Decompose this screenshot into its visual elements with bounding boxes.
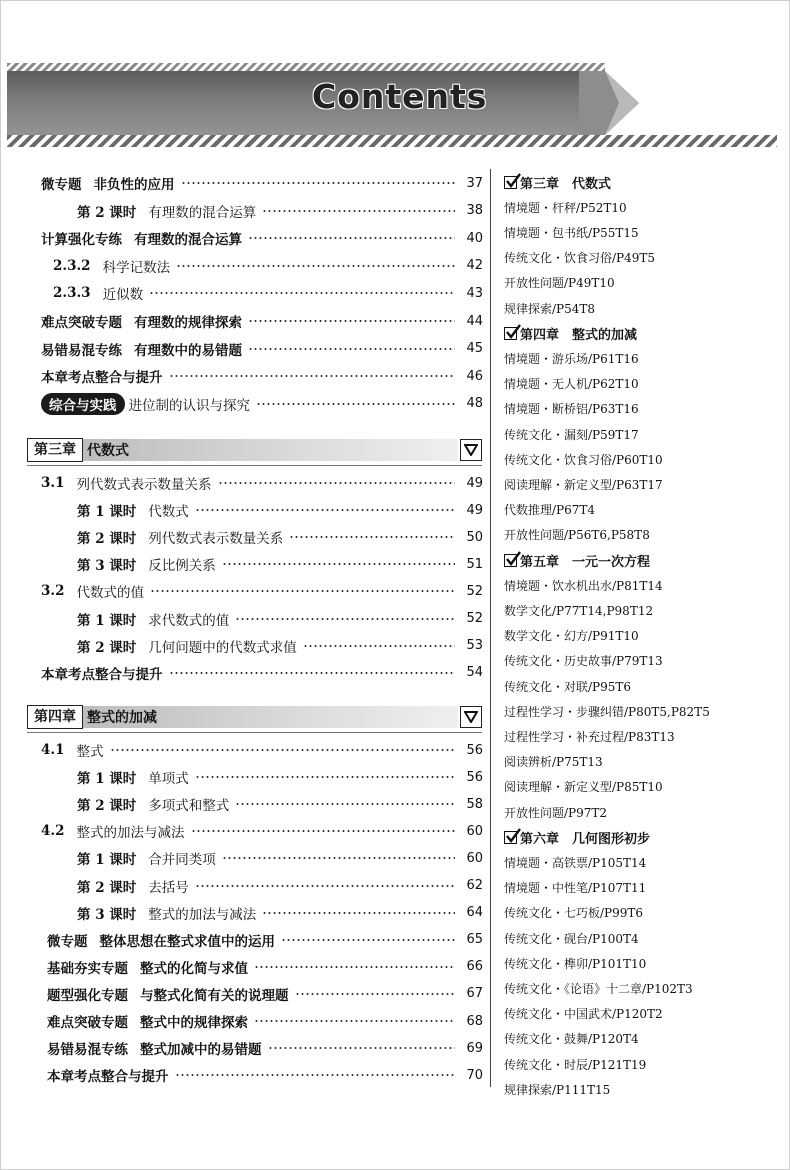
highlight-item[interactable]	[504, 347, 774, 369]
toc-entry-title: 单项式	[148, 771, 189, 788]
toc-entry-title: 整式的加法与减法	[76, 825, 185, 842]
toc-page-number: 60	[466, 850, 483, 866]
dot-leader	[281, 939, 455, 941]
highlight-item-text: 传统文化・对联/P95T6	[504, 679, 632, 694]
toc-entry-title: 科学记数法	[102, 259, 171, 276]
toc-entry[interactable]	[41, 364, 483, 388]
highlight-item-text: 情境题・游乐场/P61T16	[504, 351, 639, 366]
toc-entry-number: 3.1	[41, 475, 65, 491]
toc-page-number: 38	[466, 203, 483, 219]
toc-page-number: 56	[466, 769, 483, 785]
toc-entry-title: 本章考点整合与提升	[41, 370, 163, 387]
highlight-item[interactable]	[504, 625, 774, 647]
highlight-heading-text: 第五章 一元一次方程	[520, 554, 651, 570]
toc-entry[interactable]	[77, 765, 483, 789]
dot-leader	[256, 403, 455, 405]
toc-page-number: 65	[466, 932, 483, 948]
highlight-item-text: 规律探索/P54T8	[504, 301, 596, 316]
dot-leader	[169, 375, 456, 377]
highlight-item-text: 代数推理/P67T4	[504, 503, 596, 518]
highlight-item-text: 传统文化・榫卯/P101T10	[504, 956, 647, 971]
highlight-item[interactable]	[504, 473, 774, 495]
toc-entry-number: 第 2 课时	[77, 204, 137, 221]
toc-entry-title: 求代数式的值	[148, 612, 230, 629]
dot-leader	[262, 210, 455, 212]
highlight-item[interactable]	[504, 398, 774, 420]
toc-entry-number: 第 3 课时	[77, 906, 137, 923]
checkmark-icon	[504, 554, 517, 567]
highlight-item[interactable]	[504, 952, 774, 974]
dot-leader	[295, 993, 456, 995]
toc-entry-title: 有理数的混合运算	[148, 204, 257, 221]
toc-entry-number: 难点突破专题	[41, 315, 122, 331]
dot-leader	[195, 776, 455, 778]
toc-entry-number: 易错易混专练	[41, 342, 122, 359]
toc-page-number: 56	[466, 742, 483, 758]
dot-leader	[248, 237, 455, 239]
toc-entry-number: 第 2 课时	[77, 531, 137, 548]
highlight-item[interactable]	[504, 524, 774, 546]
highlight-item-text: 情境题・包书纸/P55T15	[504, 225, 639, 240]
highlight-item[interactable]	[504, 221, 774, 243]
toc-entry[interactable]	[77, 634, 483, 658]
checkmark-icon	[504, 327, 517, 340]
toc-entry[interactable]	[77, 498, 483, 522]
toc-entry[interactable]	[41, 309, 483, 333]
toc-entry[interactable]	[47, 1009, 483, 1033]
toc-entry-title: 合并同类项	[148, 852, 216, 869]
dot-leader	[262, 912, 455, 914]
toc-page-number: 66	[466, 959, 483, 975]
highlight-item-text: 传统文化・饮食习俗/P49T5	[504, 251, 656, 266]
toc-entry[interactable]	[77, 607, 483, 631]
toc-entry-number: 微专题	[41, 177, 82, 193]
toc-entry[interactable]	[53, 281, 483, 305]
dot-leader	[176, 265, 455, 267]
chapter-header[interactable]	[27, 437, 482, 463]
toc-entry[interactable]	[77, 874, 483, 898]
chapter-title: 整式的加减	[83, 706, 458, 728]
toc-entry[interactable]	[77, 552, 483, 576]
toc-entry-number: 3.2	[41, 583, 65, 600]
highlight-item-text: 传统文化・漏刻/P59T17	[504, 427, 639, 442]
dot-leader	[268, 1047, 456, 1049]
toc-page-number: 48	[466, 396, 483, 412]
highlight-chapter-heading	[504, 549, 774, 571]
toc-entry[interactable]	[41, 337, 483, 361]
toc-page-number: 49	[466, 475, 483, 491]
dot-leader	[235, 803, 455, 805]
highlight-item[interactable]	[504, 801, 774, 823]
highlight-heading-text: 第六章 几何图形初步	[520, 831, 651, 847]
toc-entry-title: 进位制的认识与探究	[128, 397, 250, 414]
toc-entry[interactable]	[47, 1063, 483, 1087]
toc-entry-number: 第 1 课时	[77, 771, 137, 788]
highlight-item-text: 情境题・断桥铝/P63T16	[504, 402, 639, 417]
toc-entry-title: 去括号	[148, 879, 189, 896]
highlight-item-text: 数学文化・幻方/P91T10	[504, 629, 639, 644]
highlight-item-text: 情境题・中性笔/P107T11	[504, 881, 647, 896]
highlight-item-text: 传统文化・砚台/P100T4	[504, 931, 639, 946]
toc-page-number: 58	[466, 796, 483, 812]
toc-entry-number: 第 2 课时	[77, 639, 137, 656]
toc-entry-number: 微专题	[47, 933, 88, 950]
toc-entry-number: 基础夯实专题	[47, 960, 128, 977]
toc-page-number: 60	[466, 823, 483, 839]
toc-entry-number: 第 2 课时	[77, 798, 137, 815]
toc-entry-title: 列代数式表示数量关系	[148, 531, 284, 548]
banner-band	[7, 71, 605, 135]
highlight-item[interactable]	[504, 725, 774, 747]
dot-leader	[110, 749, 456, 751]
highlight-item-text: 传统文化・饮食习俗/P60T10	[504, 452, 663, 467]
toc-page-number: 43	[466, 285, 483, 301]
toc-page-number: 70	[466, 1067, 483, 1083]
toc-page-number: 54	[466, 665, 483, 681]
toc-entry[interactable]	[77, 901, 483, 925]
toc-entry-number: 4.1	[41, 742, 65, 758]
chevron-down-icon[interactable]	[460, 706, 482, 728]
toc-entry-title: 列代数式表示数量关系	[76, 477, 212, 493]
highlight-item-text: 传统文化・鼓舞/P120T4	[504, 1032, 639, 1047]
highlight-item[interactable]	[504, 977, 774, 999]
highlight-item-text: 规律探索/P111T15	[504, 1082, 611, 1097]
highlight-item-text: 情境题・饮水机出水/P81T14	[504, 578, 663, 593]
highlight-item-text: 传统文化・七巧板/P99T6	[504, 906, 644, 921]
page-title: Contents	[312, 77, 488, 116]
toc-entry[interactable]	[41, 471, 483, 495]
highlight-item[interactable]	[504, 675, 774, 697]
dot-leader	[222, 563, 455, 565]
chapter-underline	[27, 465, 482, 466]
toc-entry[interactable]	[41, 738, 483, 762]
highlight-item[interactable]	[504, 247, 774, 269]
toc-entry-title: 整式中的规律探索	[140, 1015, 248, 1031]
toc-page-number: 67	[466, 986, 483, 1002]
contents-banner	[7, 59, 782, 145]
highlight-chapter-heading	[504, 826, 774, 848]
toc-entry-title: 整式的化简与求值	[140, 960, 248, 977]
dot-leader	[195, 509, 455, 511]
dot-leader	[222, 857, 455, 859]
banner-chevron-icon	[579, 59, 639, 147]
toc-entry[interactable]	[41, 819, 483, 843]
toc-page-number: 50	[466, 529, 483, 545]
toc-entry-number: 第 3 课时	[77, 558, 137, 575]
highlight-item-text: 传统文化・时辰/P121T19	[504, 1057, 647, 1072]
dot-leader	[191, 830, 456, 832]
toc-entry-number: 第 1 课时	[77, 504, 137, 521]
highlight-item-text: 情境题・高铁票/P105T14	[504, 855, 647, 870]
highlight-chapter-heading	[504, 322, 774, 344]
toc-entry[interactable]	[77, 199, 483, 223]
toc-entry-number: 2.3.3	[53, 285, 91, 302]
highlight-item-text: 情境题・杆秤/P52T10	[504, 200, 627, 215]
toc-entry-title: 本章考点整合与提升	[41, 666, 163, 683]
dot-leader	[303, 645, 455, 647]
toc-entry[interactable]	[47, 982, 483, 1006]
highlight-item[interactable]	[504, 448, 774, 470]
toc-page-number: 69	[466, 1040, 483, 1056]
toc-entry-title: 整体思想在整式求值中的运用	[99, 933, 275, 950]
toc-entry-title: 有理数中的易错题	[134, 342, 242, 359]
dot-leader	[254, 1020, 455, 1022]
toc-page-number: 62	[466, 878, 483, 893]
dot-leader	[149, 292, 455, 294]
toc-entry-number: 题型强化专题	[47, 987, 128, 1004]
toc-entry-title: 整式的加法与减法	[148, 906, 257, 923]
highlight-item[interactable]	[504, 423, 774, 445]
highlight-item-text: 数学文化/P77T14,P98T12	[504, 603, 654, 618]
highlight-item[interactable]	[504, 499, 774, 521]
highlight-item[interactable]	[504, 902, 774, 924]
toc-entry-title: 代数式的值	[76, 585, 144, 602]
toc-page-number: 42	[466, 258, 483, 274]
toc-page-number: 37	[466, 175, 483, 191]
toc-entry-title: 多项式和整式	[148, 798, 230, 815]
chapter-title: 代数式	[83, 439, 458, 461]
highlight-item-text: 阅读理解・新定义型/P85T10	[504, 780, 663, 795]
highlight-item[interactable]	[504, 751, 774, 773]
highlight-heading-text: 第四章 整式的加减	[520, 327, 638, 343]
toc-entry-number: 2.3.2	[53, 257, 91, 274]
highlight-item[interactable]	[504, 1053, 774, 1075]
toc-entry-number: 难点突破专题	[47, 1015, 128, 1031]
highlight-item[interactable]	[504, 599, 774, 621]
toc-entry[interactable]	[41, 171, 483, 195]
highlight-chapter-heading	[504, 171, 774, 193]
toc-entry-number: 第 1 课时	[77, 852, 137, 869]
highlight-item-text: 开放性问题/P56T6,P58T8	[504, 528, 650, 543]
highlight-item[interactable]	[504, 1028, 774, 1050]
highlight-item-text: 传统文化・历史故事/P79T13	[504, 654, 663, 669]
toc-entry[interactable]	[41, 661, 483, 685]
highlight-item[interactable]	[504, 1078, 774, 1100]
highlight-item-text: 开放性问题/P49T10	[504, 276, 615, 291]
highlight-item[interactable]	[504, 196, 774, 218]
highlight-item-text: 过程性学习・补充过程/P83T13	[504, 729, 675, 744]
toc-entry[interactable]	[47, 955, 483, 979]
toc-entry[interactable]	[47, 928, 483, 952]
toc-page-number: 44	[466, 313, 483, 329]
highlight-item[interactable]	[504, 776, 774, 798]
toc-page-number: 68	[466, 1013, 483, 1029]
chapter-label: 第三章	[27, 438, 83, 462]
chapter-header[interactable]	[27, 704, 482, 730]
banner-stripe-bottom	[7, 135, 777, 147]
highlight-item-text: 过程性学习・步骤纠错/P80T5,P82T5	[504, 704, 710, 719]
toc-entry-number: 易错易混专练	[47, 1042, 128, 1059]
dot-leader	[235, 618, 455, 620]
dot-leader	[248, 320, 455, 322]
dot-leader	[195, 885, 455, 887]
toc-entry-number: 计算强化专练	[41, 232, 122, 249]
toc-entry[interactable]	[53, 254, 483, 278]
toc-entry-title: 整式	[76, 744, 104, 760]
highlight-item[interactable]	[504, 373, 774, 395]
toc-page-number: 40	[466, 230, 483, 246]
chapter-underline	[27, 732, 482, 733]
toc-entry[interactable]	[77, 792, 483, 816]
dot-leader	[150, 590, 455, 592]
toc-entry[interactable]	[41, 579, 483, 603]
toc-entry-title: 代数式	[148, 504, 189, 521]
toc-entry[interactable]	[47, 1036, 483, 1060]
dot-leader	[218, 482, 456, 484]
toc-entry-title: 反比例关系	[148, 558, 216, 575]
dot-leader	[169, 672, 456, 674]
highlight-item-text: 开放性问题/P97T2	[504, 805, 608, 820]
dot-leader	[254, 966, 455, 968]
highlight-item[interactable]	[504, 297, 774, 319]
highlight-item[interactable]	[504, 650, 774, 672]
column-divider	[490, 169, 491, 1087]
highlight-item[interactable]	[504, 877, 774, 899]
chapter-label: 第四章	[27, 705, 83, 729]
highlight-item[interactable]	[504, 851, 774, 873]
toc-page-number: 46	[466, 368, 483, 384]
highlight-item-text: 阅读理解・新定义型/P63T17	[504, 477, 663, 492]
toc-page-number: 45	[466, 341, 483, 357]
toc-entry-title: 与整式化简有关的说理题	[140, 987, 289, 1004]
toc-page-number: 64	[466, 905, 483, 921]
toc-entry-number: 4.2	[41, 823, 65, 840]
dot-leader	[289, 536, 455, 538]
toc-page-number: 49	[466, 502, 483, 518]
highlight-item[interactable]	[504, 927, 774, 949]
highlight-item-text: 阅读辨析/P75T13	[504, 755, 603, 770]
toc-entry[interactable]	[41, 392, 483, 416]
toc-page-number: 51	[466, 556, 483, 572]
toc-entry-number: 第 1 课时	[77, 612, 137, 629]
highlight-item-text: 传统文化・《论语》十二章/P102T3	[504, 981, 693, 996]
toc-entry[interactable]	[77, 525, 483, 549]
dot-leader	[248, 348, 455, 350]
checkmark-icon	[504, 831, 517, 844]
practice-badge: 综合与实践	[41, 393, 125, 415]
toc-entry-title: 整式加减中的易错题	[140, 1042, 262, 1059]
toc-entry-title: 非负性的应用	[93, 177, 175, 193]
toc-entry-title: 近似数	[102, 287, 144, 304]
toc-page-number: 53	[466, 638, 483, 654]
highlight-item-text: 情境题・无人机/P62T10	[504, 377, 639, 392]
highlight-item[interactable]	[504, 700, 774, 722]
checkmark-icon	[504, 176, 517, 189]
dot-leader	[181, 182, 456, 184]
toc-page-number: 52	[466, 583, 483, 599]
toc-entry-title: 有理数的混合运算	[134, 232, 242, 249]
toc-page-number: 52	[466, 611, 483, 626]
toc-entry[interactable]	[77, 846, 483, 870]
dot-leader	[175, 1074, 456, 1076]
toc-entry-number: 第 2 课时	[77, 879, 137, 896]
toc-entry-title: 有理数的规律探索	[134, 315, 242, 331]
highlight-item-text: 传统文化・中国武术/P120T2	[504, 1007, 663, 1022]
toc-entry-title: 本章考点整合与提升	[47, 1069, 169, 1086]
highlight-item[interactable]	[504, 1003, 774, 1025]
highlight-item[interactable]	[504, 272, 774, 294]
chevron-down-icon[interactable]	[460, 439, 482, 461]
highlight-item[interactable]	[504, 574, 774, 596]
toc-entry[interactable]	[41, 226, 483, 250]
toc-entry-title: 几何问题中的代数式求值	[148, 639, 297, 656]
highlight-heading-text: 第三章 代数式	[520, 176, 612, 192]
